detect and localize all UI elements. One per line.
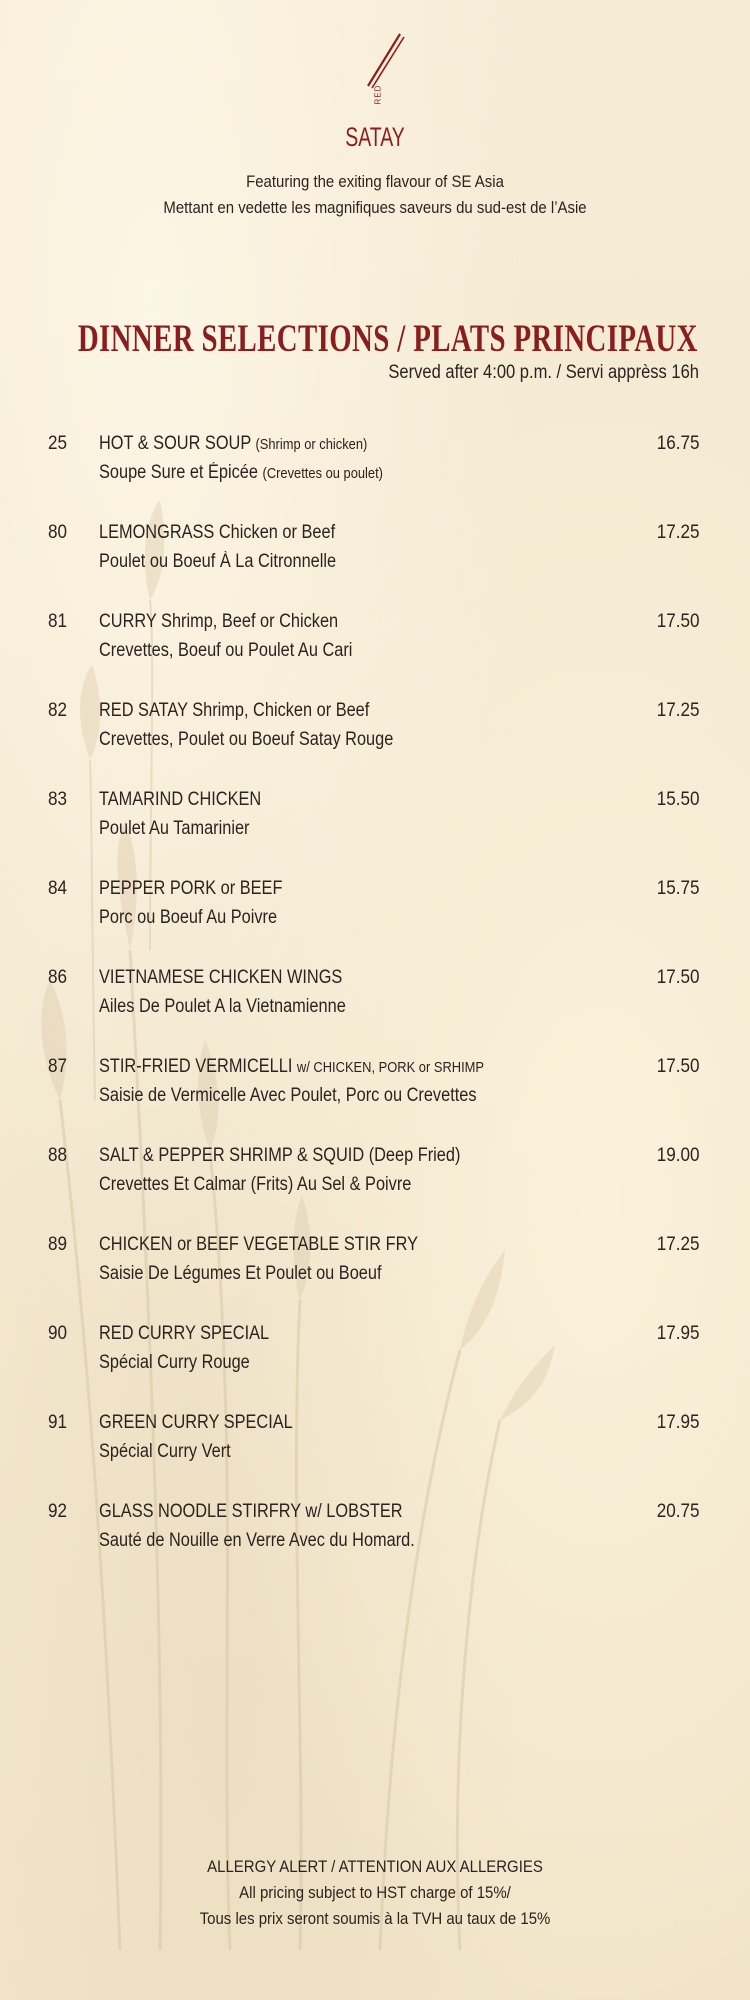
item-price: 19.00: [657, 1145, 700, 1166]
item-number: 84: [48, 878, 68, 899]
item-name-note: w/ CHICKEN, PORK or SRHIMP: [296, 1059, 485, 1076]
item-number: 82: [48, 700, 68, 721]
item-number: 81: [48, 611, 68, 632]
item-price: 17.50: [657, 611, 700, 632]
item-price: 17.50: [657, 1056, 700, 1077]
item-french-note: (Crevettes ou poulet): [262, 465, 383, 482]
item-french: Crevettes, Boeuf ou Poulet Au Cari: [99, 640, 353, 661]
item-name: RED CURRY SPECIAL: [99, 1323, 270, 1344]
item-price: 15.50: [657, 789, 700, 810]
item-name: GREEN CURRY SPECIAL: [99, 1412, 293, 1433]
item-name: LEMONGRASS Chicken or Beef: [99, 522, 336, 543]
item-name: HOT & SOUR SOUP (Shrimp or chicken): [99, 433, 368, 454]
brand-logo: [330, 28, 420, 152]
item-price: 15.75: [657, 878, 700, 899]
item-number: 80: [48, 522, 68, 543]
item-name: SALT & PEPPER SHRIMP & SQUID (Deep Fried): [99, 1145, 461, 1166]
item-number: 92: [48, 1501, 68, 1522]
item-name: VIETNAMESE CHICKEN WINGS: [99, 967, 343, 988]
item-number: 89: [48, 1234, 68, 1255]
pricing-note-english: All pricing subject to HST charge of 15%/: [239, 1883, 511, 1902]
item-price: 17.50: [657, 967, 700, 988]
item-french: Poulet Au Tamarinier: [99, 818, 250, 839]
tagline-english: Featuring the exiting flavour of SE Asia: [246, 172, 504, 191]
item-name-note: (Shrimp or chicken): [255, 436, 368, 453]
menu-item: [0, 611, 750, 700]
item-name: PEPPER PORK or BEEF: [99, 878, 283, 899]
item-number: 90: [48, 1323, 68, 1344]
item-number: 86: [48, 967, 68, 988]
item-french: Saisie De Légumes Et Poulet ou Boeuf: [99, 1263, 382, 1284]
tagline-french: Mettant en vedette les magnifiques saveurs du sud-est de l’Asie: [163, 198, 587, 217]
item-number: 88: [48, 1145, 68, 1166]
logo-small-text: RED: [373, 84, 383, 105]
section-subtitle: Served after 4:00 p.m. / Servi apprèss 16h: [388, 362, 699, 383]
item-name: CURRY Shrimp, Beef or Chicken: [99, 611, 339, 632]
item-number: 87: [48, 1056, 68, 1077]
item-french: Crevettes, Poulet ou Boeuf Satay Rouge: [99, 729, 394, 750]
item-number: 25: [48, 433, 68, 454]
menu-item: [0, 1323, 750, 1412]
section-title: DINNER SELECTIONS / PLATS PRINCIPAUX: [77, 317, 698, 360]
item-name: CHICKEN or BEEF VEGETABLE STIR FRY: [99, 1234, 419, 1255]
item-french: Spécial Curry Vert: [99, 1441, 231, 1462]
item-french: Ailes De Poulet A la Vietnamienne: [99, 996, 346, 1017]
item-french: Sauté de Nouille en Verre Avec du Homard.: [99, 1530, 415, 1551]
item-number: 91: [48, 1412, 68, 1433]
pricing-note-french: Tous les prix seront soumis à la TVH au taux de 15%: [199, 1909, 551, 1928]
item-price: 17.95: [657, 1323, 700, 1344]
menu-item: [0, 433, 750, 522]
logo-name: SATAY: [345, 122, 405, 152]
menu-item: [0, 789, 750, 878]
item-french: Porc ou Boeuf Au Poivre: [99, 907, 278, 928]
item-price: 20.75: [657, 1501, 700, 1522]
menu-item: [0, 967, 750, 1056]
item-price: 16.75: [657, 433, 700, 454]
item-name: TAMARIND CHICKEN: [99, 789, 262, 810]
item-french: Spécial Curry Rouge: [99, 1352, 250, 1373]
item-french: Saisie de Vermicelle Avec Poulet, Porc ou Crevettes: [99, 1085, 477, 1106]
menu-item: [0, 700, 750, 789]
item-number: 83: [48, 789, 68, 810]
item-price: 17.25: [657, 1234, 700, 1255]
menu-item: [0, 1145, 750, 1234]
item-name: GLASS NOODLE STIRFRY w/ LOBSTER: [99, 1501, 403, 1522]
item-price: 17.95: [657, 1412, 700, 1433]
menu-item: [0, 1501, 750, 1590]
item-name: RED SATAY Shrimp, Chicken or Beef: [99, 700, 370, 721]
menu-list: [0, 433, 750, 1590]
menu-item: [0, 522, 750, 611]
item-name: STIR-FRIED VERMICELLI w/ CHICKEN, PORK or SRHIMP: [99, 1056, 485, 1077]
menu-item: [0, 1056, 750, 1145]
menu-item: [0, 878, 750, 967]
item-price: 17.25: [657, 522, 700, 543]
menu-item: [0, 1234, 750, 1323]
allergy-alert: ALLERGY ALERT / ATTENTION AUX ALLERGIES: [207, 1857, 543, 1876]
item-french: Crevettes Et Calmar (Frits) Au Sel & Poivre: [99, 1174, 412, 1195]
menu-item: [0, 1412, 750, 1501]
item-french: Poulet ou Boeuf À La Citronnelle: [99, 551, 337, 572]
item-price: 17.25: [657, 700, 700, 721]
item-french: Soupe Sure et Épicée (Crevettes ou poulet): [99, 462, 383, 483]
